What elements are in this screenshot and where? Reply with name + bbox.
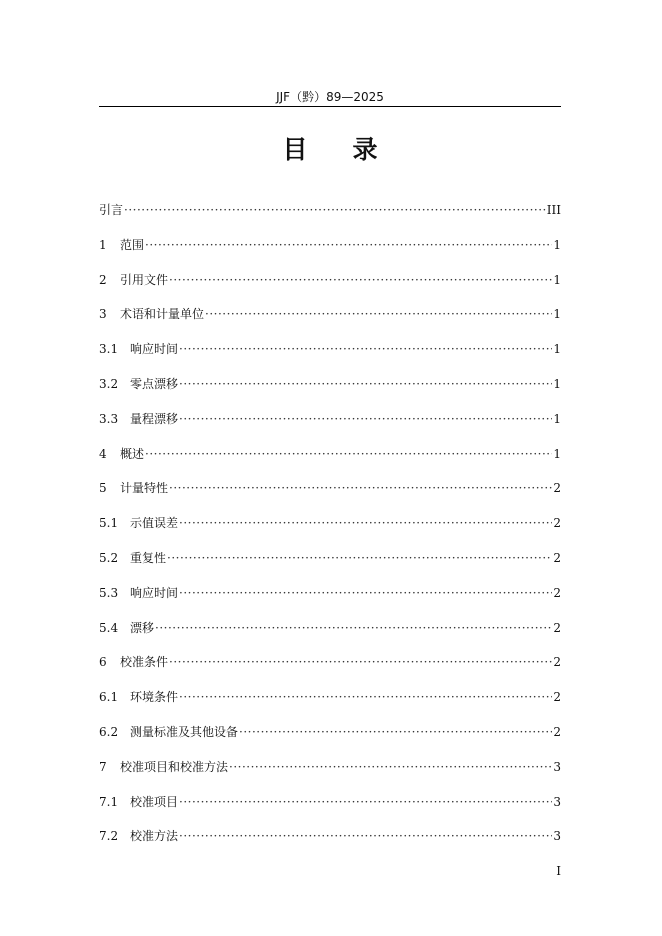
toc-entry-number: 5: [99, 481, 107, 496]
toc-leader-dots: [179, 512, 552, 534]
toc-entry-number: 3.3: [99, 411, 119, 426]
toc-entry[interactable]: [99, 373, 561, 395]
toc-entry[interactable]: [99, 547, 561, 569]
toc-entry-label: 量程漂移: [130, 411, 179, 426]
toc-leader-dots: [239, 721, 552, 743]
toc-entry-page: 1: [553, 411, 561, 426]
toc-entry-page: 2: [553, 551, 561, 565]
toc-entry-label: 校准项目和校准方法: [120, 759, 229, 774]
toc-entry-label: 漂移: [130, 620, 155, 635]
toc-entry-label: 引言: [99, 203, 124, 217]
toc-entry-page: 1: [553, 272, 561, 287]
toc-leader-dots: [179, 408, 552, 430]
toc-entry-number: 3.1: [99, 342, 119, 357]
toc-entry-label: 重复性: [130, 551, 167, 565]
toc-entry[interactable]: [99, 825, 561, 847]
toc-entry[interactable]: [99, 582, 561, 604]
toc-entry-label: 响应时间: [130, 585, 179, 600]
toc-entry-number: 7.2: [99, 829, 119, 844]
toc-entry[interactable]: [99, 477, 561, 499]
toc-entry-page: 3: [553, 759, 561, 774]
toc-leader-dots: [179, 825, 552, 847]
toc-entry-label: 响应时间: [130, 342, 179, 357]
header-rule: [99, 106, 561, 107]
toc-entry[interactable]: [99, 234, 561, 256]
toc-entry-number: 1: [99, 237, 107, 252]
page-title: 目录: [282, 135, 423, 164]
toc-entry-label: 术语和计量单位: [120, 307, 205, 322]
toc-leader-dots: [179, 373, 552, 395]
toc-entry[interactable]: [99, 617, 561, 639]
toc-entry-label: 范围: [120, 237, 145, 252]
toc-entry[interactable]: [99, 408, 561, 430]
toc-leader-dots: [169, 651, 552, 673]
toc-entry-page: 1: [553, 307, 561, 322]
toc-leader-dots: [179, 338, 552, 360]
toc-entry[interactable]: [99, 303, 561, 325]
toc-entry-number: 2: [99, 272, 107, 287]
toc-entry-number: 5.2: [99, 551, 119, 565]
page-number: I: [556, 864, 561, 878]
toc-leader-dots: [169, 477, 552, 499]
toc-entry[interactable]: [99, 199, 561, 221]
toc-entry-page: 2: [553, 655, 561, 670]
toc-entry[interactable]: [99, 721, 561, 743]
toc-entry-label: 示值误差: [130, 516, 179, 531]
toc-entry-page: 1: [553, 237, 561, 252]
toc-entry-number: 6.2: [99, 725, 119, 739]
toc-leader-dots: [179, 582, 552, 604]
toc-entry-page: III: [546, 203, 561, 217]
toc-entry[interactable]: [99, 269, 561, 291]
toc-leader-dots: [229, 756, 552, 778]
toc-entry-page: 3: [553, 829, 561, 844]
toc-leader-dots: [145, 234, 552, 256]
toc-entry-number: 5.1: [99, 516, 119, 531]
toc-entry-label: 计量特性: [120, 481, 169, 496]
toc-entry-label: 环境条件: [130, 690, 179, 705]
document-header: JJF（黔）89—2025: [276, 90, 384, 104]
toc-entry-page: 1: [553, 342, 561, 357]
toc-entry-label: 测量标准及其他设备: [130, 725, 239, 739]
toc-entry-page: 2: [553, 516, 561, 531]
toc-leader-dots: [155, 617, 552, 639]
toc-entry-page: 2: [553, 725, 561, 739]
toc-entry-label: 校准方法: [130, 829, 179, 844]
toc-entry[interactable]: [99, 686, 561, 708]
toc-entry-label: 零点漂移: [130, 377, 179, 391]
toc-entry[interactable]: [99, 443, 561, 465]
toc-entry-label: 校准项目: [130, 794, 179, 809]
toc-entry-number: 3.2: [99, 377, 119, 391]
toc-leader-dots: [167, 547, 552, 569]
toc-entry-number: 7.1: [99, 794, 119, 809]
toc-entry-number: 7: [99, 759, 107, 774]
toc-leader-dots: [169, 269, 552, 291]
toc-entry-page: 2: [553, 585, 561, 600]
toc-leader-dots: [124, 199, 546, 221]
toc-leader-dots: [205, 303, 552, 325]
toc-entry-number: 4: [99, 446, 107, 461]
toc-entry-page: 3: [553, 794, 561, 809]
toc-entry-label: 校准条件: [120, 655, 169, 670]
toc-leader-dots: [179, 791, 552, 813]
toc-entry-label: 引用文件: [120, 272, 169, 287]
toc-entry-number: 5.3: [99, 585, 119, 600]
toc-entry-page: 2: [553, 481, 561, 496]
toc-leader-dots: [179, 686, 552, 708]
toc-entry[interactable]: [99, 338, 561, 360]
toc-entry[interactable]: [99, 791, 561, 813]
toc-entry-number: 6: [99, 655, 107, 670]
toc-entry[interactable]: [99, 756, 561, 778]
toc-entry[interactable]: [99, 512, 561, 534]
toc-entry-page: 2: [553, 690, 561, 705]
toc-entry-number: 6.1: [99, 690, 119, 705]
toc-entry-number: 5.4: [99, 620, 119, 635]
toc-entry-page: 2: [553, 620, 561, 635]
toc-entry[interactable]: [99, 651, 561, 673]
toc-entry-page: 1: [553, 446, 561, 461]
toc-entry-label: 概述: [120, 446, 145, 461]
toc-leader-dots: [145, 443, 552, 465]
toc-entry-page: 1: [553, 377, 561, 391]
toc-entry-number: 3: [99, 307, 107, 322]
